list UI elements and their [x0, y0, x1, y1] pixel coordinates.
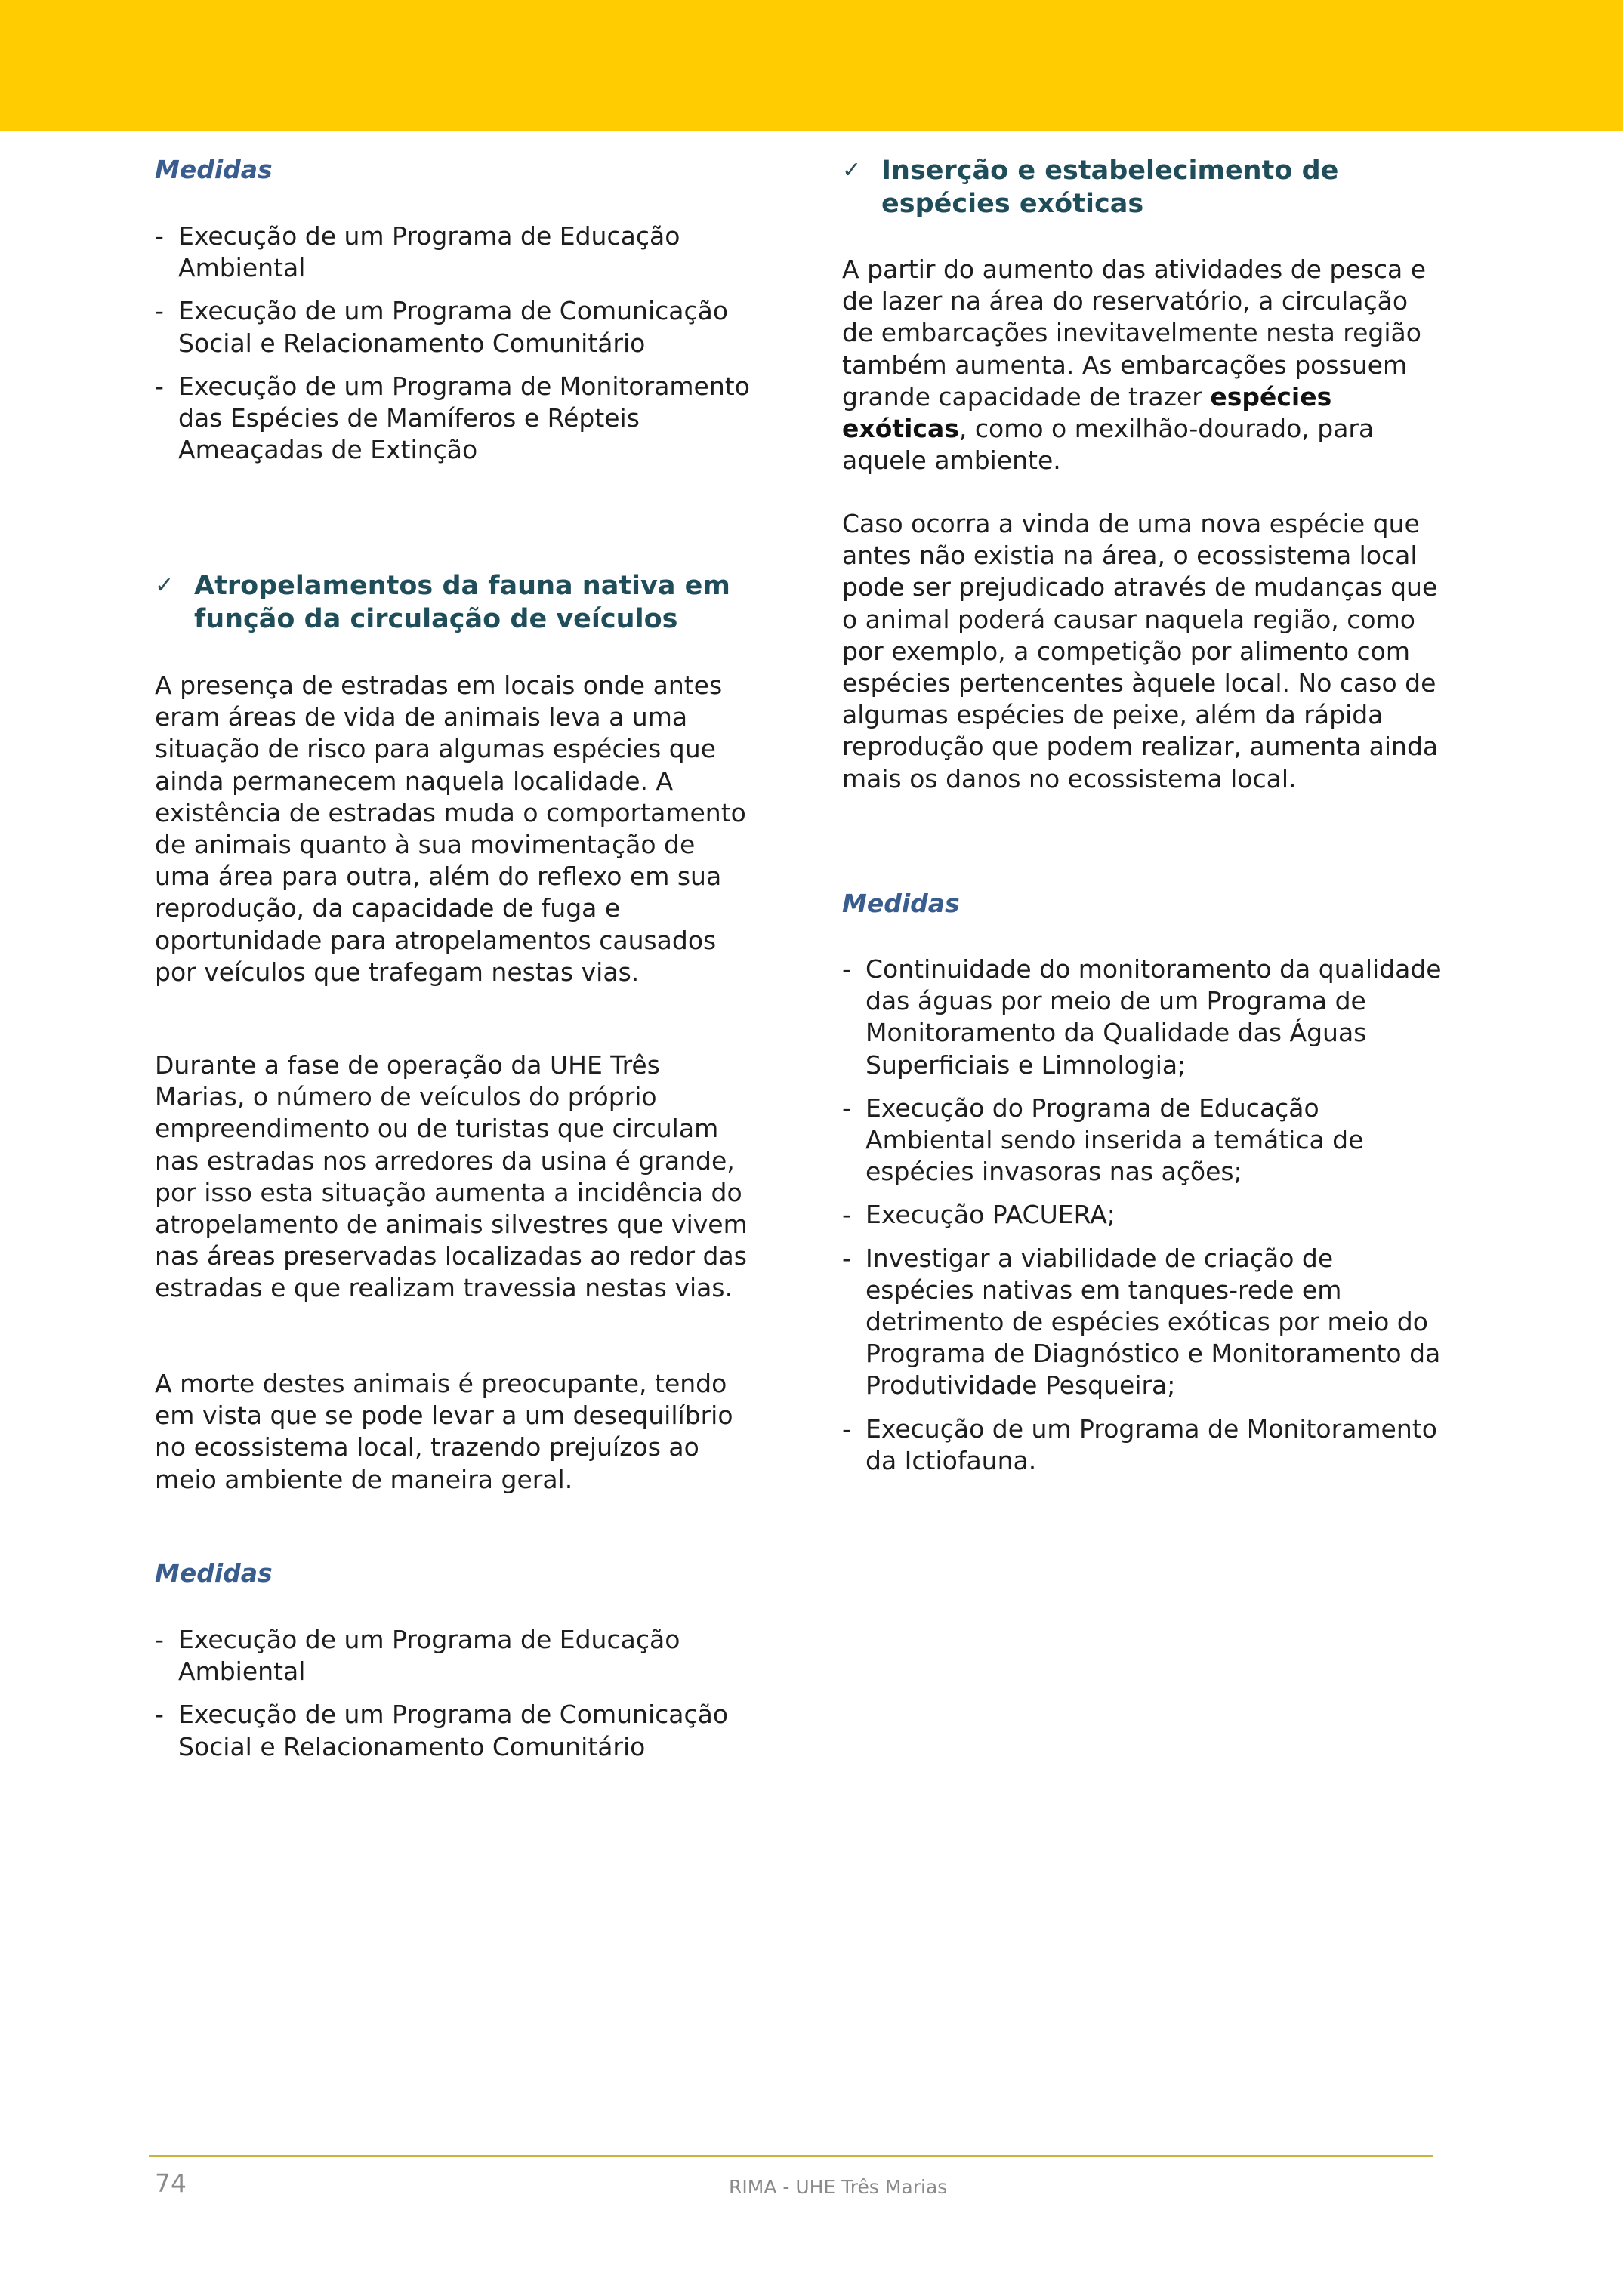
list-item	[842, 1199, 1446, 1231]
dash-bullet: -	[155, 1625, 164, 1654]
medidas-heading: Medidas	[155, 155, 273, 184]
paragraph: Durante a fase de operação da UHE Três Marias, o número de veículos do próprio empreendimento ou de turistas que circulam nas estradas nos arredores da usina é grande, por isso esta situação aumenta a incidência do atropelamento de animais silvestres que vivem nas áreas preservadas localizadas ao redor das estradas e que realizam travessia nestas vias.	[155, 1050, 748, 1303]
dash-bullet: -	[155, 296, 164, 326]
list-item-text: Investigar a viabilidade de criação de espécies nativas em tanques-rede em detrimento de espécies exóticas por meio do Programa de Diagnóstico e Monitoramento da Produtividade Pesqueira;	[865, 1243, 1441, 1401]
paragraph-text: , como o mexilhão-dourado, para aquele ambiente.	[842, 414, 1375, 476]
footer-title: RIMA - UHE Três Marias	[729, 2176, 948, 2198]
list-item-text: Execução de um Programa de Educação Ambiental	[178, 221, 680, 283]
paragraph	[842, 254, 1439, 476]
check-icon: ✓	[842, 157, 862, 183]
list-item-text: Execução de um Programa de Comunicação Social e Relacionamento Comunitário	[178, 296, 729, 358]
dash-bullet: -	[155, 1700, 164, 1730]
bold-term: espécies exóticas	[842, 381, 1332, 444]
check-icon: ✓	[155, 572, 174, 599]
medidas-heading: Medidas	[155, 1558, 273, 1588]
paragraph: Caso ocorra a vinda de uma nova espécie que antes não existia na área, o ecossistema local pode ser prejudicado através de mudanças que o animal poderá causar naquela região, como por exemplo, a competição por alimento com espécies pertencentes àquele local. No caso de algumas espécies de peixe, além da rápida reprodução que podem realizar, aumenta ainda mais os danos no ecossistema local.	[842, 509, 1439, 794]
list-item	[155, 1699, 751, 1762]
dash-bullet: -	[842, 1413, 851, 1444]
page-number: 74	[155, 2168, 187, 2198]
dash-bullet: -	[155, 371, 164, 401]
list-item-text: Execução de um Programa de Monitoramento da Ictiofauna.	[865, 1413, 1437, 1475]
measures-list-1	[155, 220, 751, 477]
list-item-text: Continuidade do monitoramento da qualidade das águas por meio de um Programa de Monitoramento da Qualidade das Águas Superficiais e Limnologia;	[865, 954, 1442, 1080]
dash-bullet: -	[155, 221, 164, 251]
list-item-text: Execução de um Programa de Monitoramento das Espécies de Mamíferos e Répteis Ameaçadas de Extinção	[178, 371, 750, 465]
header-band	[0, 0, 1623, 131]
medidas-heading: Medidas	[842, 889, 960, 918]
paragraph: A morte destes animais é preocupante, tendo em vista que se pode levar a um desequilíbrio no ecossistema local, trazendo prejuízos ao meio ambiente de maneira geral.	[155, 1369, 733, 1494]
list-item	[842, 1413, 1446, 1477]
list-item-text: Execução PACUERA;	[865, 1200, 1115, 1230]
list-item	[155, 1624, 751, 1687]
section-title-atropelamentos	[155, 569, 744, 636]
list-item	[155, 295, 751, 359]
list-item-text: Execução do Programa de Educação Ambiental sendo inserida a temática de espécies invasoras nas ações;	[865, 1093, 1364, 1187]
paragraph: A presença de estradas em locais onde antes eram áreas de vida de animais leva a uma situação de risco para algumas espécies que ainda permanecem naquela localidade. A existência de estradas muda o comportamento de animais quanto à sua movimentação de uma área para outra, além do reflexo em sua reprodução, da capacidade de fuga e oportunidade para atropelamentos causados por veículos que trafegam nestas vias.	[155, 670, 746, 987]
section-title-text: Atropelamentos da fauna nativa em função da circulação de veículos	[194, 571, 730, 634]
list-item	[842, 1243, 1446, 1402]
paragraph-text: A partir do aumento das atividades de pesca e de lazer na área do reservatório, a circulação de embarcações inevitavelmente nesta região também aumenta. As embarcações possuem grande capacidade de trazer	[842, 254, 1427, 411]
dash-bullet: -	[842, 1093, 851, 1123]
dash-bullet: -	[842, 954, 851, 984]
section-title-text: Inserção e estabelecimento de espécies exóticas	[881, 156, 1339, 219]
section-title-especies-exoticas	[842, 154, 1431, 220]
dash-bullet: -	[842, 1200, 851, 1230]
list-item-text: Execução de um Programa de Educação Ambiental	[178, 1625, 680, 1687]
list-item	[155, 371, 751, 467]
list-item	[842, 1093, 1446, 1188]
list-item-text: Execução de um Programa de Comunicação Social e Relacionamento Comunitário	[178, 1700, 729, 1761]
measures-list-2	[155, 1624, 751, 1774]
measures-list-right	[842, 954, 1446, 1488]
list-item	[155, 220, 751, 284]
dash-bullet: -	[842, 1243, 851, 1273]
footer-divider	[149, 2155, 1433, 2157]
list-item	[842, 954, 1446, 1081]
